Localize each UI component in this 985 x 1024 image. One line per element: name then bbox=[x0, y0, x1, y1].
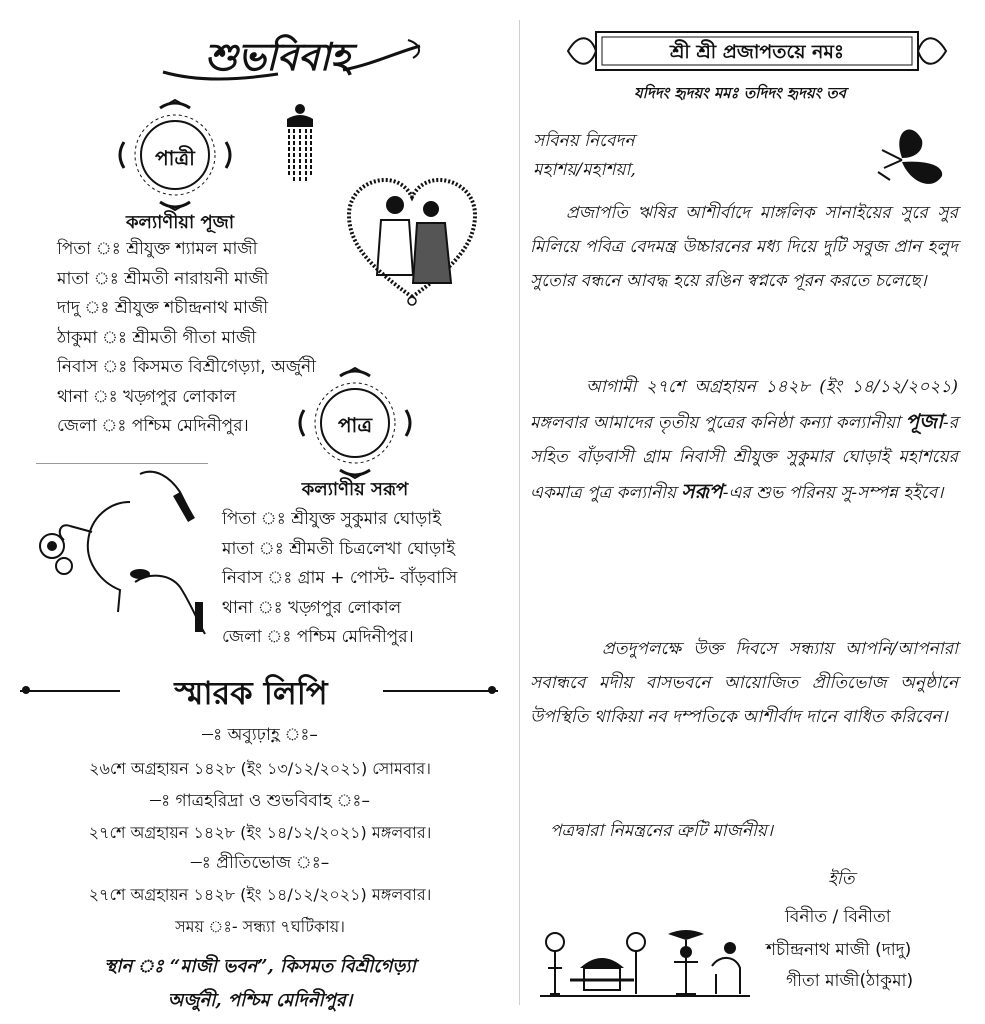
groom-detail-label: থানা bbox=[222, 597, 254, 618]
bride-detail-label: থানা bbox=[57, 386, 89, 407]
groom-detail-value: শ্রীযুক্ত সুকুমার ঘোড়াই bbox=[291, 509, 442, 529]
groom-detail-row bbox=[222, 565, 457, 593]
sign-label: বিনীত / বিনীতা bbox=[785, 907, 891, 927]
event-name-1: –ঃ অব্যুঢ়াহ্ণ ঃ– bbox=[202, 725, 318, 745]
invitation-title: শুভবিবাহ bbox=[205, 34, 351, 79]
event-date-3: ২৭শে অগ্রহায়ন ১৪২৮ (ইং ১৪/১২/২০২১) মঙ্গলবার। bbox=[88, 885, 432, 904]
event-name-3: –ঃ প্রীতিভোজ ঃ– bbox=[190, 853, 330, 873]
bride-detail-value: পশ্চিম মেদিনীপুর। bbox=[131, 416, 249, 436]
event-time: সময় ঃ- সন্ধ্যা ৭ঘটিকায়। bbox=[175, 917, 345, 936]
separator: ঃ bbox=[88, 386, 124, 407]
paragraph-1: প্রজাপতি ঋষির আশীর্বাদে মাঙ্গলিক সানাইয়ের সুরে সুর মিলিয়ে পবিত্র বেদমন্ত্র উচ্চারনের মধ্য দিয়ে দুটি সবুজ প্রান হলুদ সুতোর বন্ধনে আবদ্ধ হয়ে রঙিন স্বপ্নকে পূরন করতে চলেছে। bbox=[530, 203, 958, 291]
bride-detail-row bbox=[57, 413, 249, 441]
memo-dot-left-icon bbox=[22, 686, 30, 694]
separator: ঃ bbox=[97, 357, 133, 377]
bride-detail-label: পিতা bbox=[57, 239, 92, 259]
bride-detail-value: শ্রীযুক্ত শচীন্দ্রনাথ মাজী bbox=[114, 298, 269, 318]
separator: ঃ bbox=[261, 627, 297, 647]
paragraph-2-part-1: আগামী ২৭শে অগ্রহায়ন ১৪২৮ (ইং ১৪/১২/২০২১) মঙ্গলবার আমাদের তৃতীয় পুত্রের কনিষ্ঠা কন্যা কল্যানীয়া bbox=[530, 377, 958, 433]
bride-detail-value: শ্রীমতী গীতা মাজী bbox=[132, 327, 257, 348]
couple-heart-icon bbox=[345, 175, 480, 307]
memo-rule-left bbox=[20, 690, 120, 692]
separator: ঃ bbox=[97, 327, 133, 348]
memo-rule-right bbox=[383, 690, 498, 692]
bride-detail-row bbox=[57, 295, 268, 323]
bride-detail-value: শ্রীমতী নারায়নী মাজী bbox=[124, 268, 269, 289]
greeting-line-1: সবিনয় নিবেদন bbox=[533, 131, 635, 151]
separator: ঃ bbox=[254, 538, 290, 559]
memo-dot-right-icon bbox=[488, 686, 496, 694]
sindoor-ritual-icon bbox=[30, 462, 215, 640]
groom-detail-row bbox=[222, 595, 401, 623]
separator: ঃ bbox=[253, 597, 289, 618]
bride-detail-value: কিসমত বিশ্রীগেড়্যা, অর্জুনী bbox=[132, 357, 317, 377]
bride-badge: পাত্রী bbox=[155, 146, 195, 170]
bride-detail-row bbox=[57, 325, 256, 353]
groom-detail-label: নিবাস bbox=[222, 568, 263, 588]
separator: ঃ bbox=[256, 509, 292, 529]
bride-detail-label: ঠাকুমা bbox=[57, 327, 98, 348]
groom-detail-label: জেলা bbox=[222, 627, 262, 647]
bride-detail-label: মাতা bbox=[57, 268, 90, 289]
bride-detail-row bbox=[57, 236, 257, 264]
column-divider bbox=[519, 20, 520, 1005]
groom-detail-value: পশ্চিম মেদিনীপুর। bbox=[296, 627, 414, 647]
greeting-line-2: মহাশয়/মহাশয়া, bbox=[533, 160, 636, 180]
invocation: শ্রী শ্রী প্রজাপতয়ে নমঃ bbox=[669, 41, 845, 63]
venue-line-2: অর্জুনী, পশ্চিম মেদিনীপুর। bbox=[167, 990, 353, 1011]
bride-detail-label: নিবাস bbox=[57, 357, 98, 377]
event-date-2: ২৭শে অগ্রহায়ন ১৪২৮ (ইং ১৪/১২/২০২১) মঙ্গলবার। bbox=[88, 823, 432, 842]
groom-detail-value: গ্রাম + পোস্ট- বাঁড়বাসি bbox=[297, 568, 458, 588]
signer-1: শচীন্দ্রনাথ মাজী (দাদু) bbox=[766, 940, 912, 960]
bride-detail-label: জেলা bbox=[57, 416, 97, 436]
bride-detail-row bbox=[57, 354, 316, 382]
paragraph-3: প্রতদুপলক্ষে উক্ত দিবসে সন্ধ্যায় আপনি/আপনারা সবান্ধবে মদীয় বাসভবনে আয়োজিত প্রীতিভোজ অনুষ্ঠানে উপস্থিতি থাকিয়া নব দম্পতিকে আশীর্বাদ দানে বাধিত করিবেন। bbox=[530, 639, 958, 727]
mantra: যদিদং হৃদয়ং মমঃ তদিদং হৃদয়ং তব bbox=[633, 84, 847, 102]
signer-2: গীতা মাজী(ঠাকুমা) bbox=[786, 971, 914, 991]
hanging-ornament-icon bbox=[283, 103, 317, 185]
groom-detail-label: পিতা bbox=[222, 509, 257, 529]
groom-detail-row bbox=[222, 536, 455, 564]
memo-title: স্মারক লিপি bbox=[174, 674, 328, 712]
venue-line-1: স্থান ঃ “মাজী ভবন”, কিসমত বিশ্রীগেড়্যা bbox=[104, 956, 416, 977]
groom-badge: পাত্র bbox=[337, 413, 373, 437]
bride-detail-label: দাদু bbox=[57, 298, 80, 318]
separator: ঃ bbox=[96, 416, 132, 436]
separator: ঃ bbox=[91, 239, 127, 259]
bride-name-highlight: পূজা bbox=[905, 409, 943, 433]
separator: ঃ bbox=[262, 568, 298, 588]
paragraph-2 bbox=[530, 370, 958, 510]
butterfly-icon bbox=[872, 120, 952, 196]
bride-detail-row bbox=[57, 384, 236, 412]
groom-name-highlight: সরূপ bbox=[681, 479, 723, 503]
groom-detail-label: মাতা bbox=[222, 538, 255, 559]
groom-detail-value: খড়্গপুর লোকাল bbox=[288, 597, 402, 618]
paragraph-2-part-3: -এর শুভ পরিনয় সু-সম্পন্ন হইবে। bbox=[722, 483, 944, 503]
groom-name: কল্যাণীয় সরূপ bbox=[301, 479, 409, 500]
iti-label: ইতি bbox=[828, 869, 855, 889]
groom-detail-value: শ্রীমতী চিত্রলেখা ঘোড়াই bbox=[289, 538, 456, 559]
bride-detail-value: খড়্গপুর লোকাল bbox=[123, 386, 237, 407]
paragraph-2-part-2: -র সহিত বাঁড়বাসী গ্রাম নিবাসী শ্রীযুক্ত সুকুমার ঘোড়াই মহাশয়ের একমাত্র পুত্র কল্যানীয় bbox=[530, 413, 958, 503]
bride-detail-row bbox=[57, 266, 269, 294]
separator: ঃ bbox=[89, 268, 125, 289]
bride-name: কল্যাণীয়া পূজা bbox=[125, 212, 235, 233]
event-name-2: –ঃ গাত্রহরিদ্রা ও শুভবিবাহ ঃ– bbox=[150, 791, 370, 811]
wedding-procession-icon bbox=[540, 928, 750, 1000]
event-date-1: ২৬শে অগ্রহায়ন ১৪২৮ (ইং ১৩/১২/২০২১) সোমবার। bbox=[89, 759, 431, 778]
bride-detail-value: শ্রীযুক্ত শ্যামল মাজী bbox=[126, 239, 258, 259]
separator: ঃ bbox=[79, 298, 115, 318]
groom-detail-row bbox=[222, 624, 414, 652]
closing-line: পত্রদ্বারা নিমন্ত্রনের ত্রুটি মার্জনীয়। bbox=[550, 821, 773, 841]
groom-detail-row bbox=[222, 506, 441, 534]
